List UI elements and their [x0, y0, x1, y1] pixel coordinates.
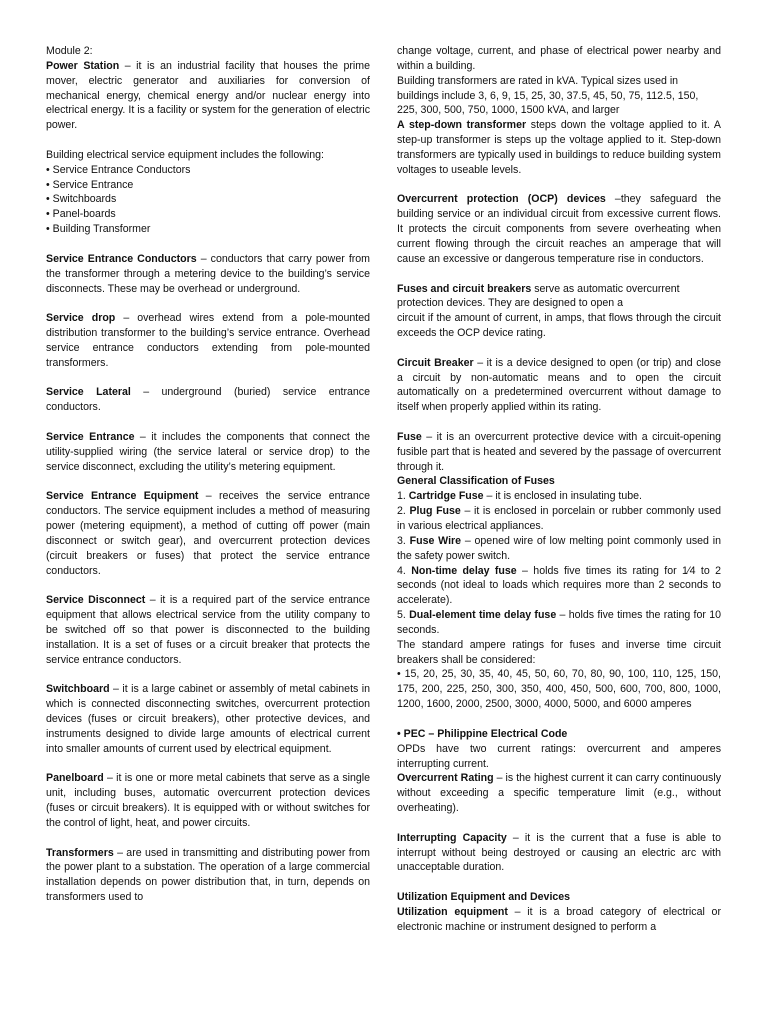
- term: Service Entrance Conductors: [46, 252, 197, 265]
- list-item: • Panel-boards: [46, 208, 116, 221]
- term: Service Entrance Equipment: [46, 490, 199, 503]
- term: Switchboard: [46, 683, 110, 696]
- kva-paragraph: Building transformers are rated in kVA. Typical sizes used in buildings include 3, 6, 9, 15, 25, 30, 37.5, 45, 50, 75, 112.5, 150, 225, 300, 500, 750, 1000, 1500 kVA, and larger: [397, 74, 699, 117]
- right-column: [397, 44, 721, 935]
- circuit-breaker-paragraph: Circuit Breaker – it is a device designed to open (or trip) and close a circuit by non-automatic means and to open the circuit automatically on a predetermined overcurrent without damage to itself when properly applied within its rating.: [397, 356, 721, 414]
- switchboard-paragraph: Switchboard – it is a large cabinet or assembly of metal cabinets in which is connected disconnecting switches, overcurrent protection devices (fuses or circuit breakers), other protective devices, and instruments designed to divide large amounts of electrical current into smaller amounts of current used by electrical equipment.: [46, 683, 370, 755]
- transformers-continued: change voltage, current, and phase of electrical power nearby and within a building.: [397, 45, 721, 72]
- pec-line: • PEC – Philippine Electrical Code: [397, 727, 568, 740]
- term: A step-down transformer: [397, 119, 527, 132]
- service-entrance-paragraph: Service Entrance – it includes the components that connect the utility-supplied wiring (the service lateral or service drop) to the service disconnect, excluding the utility’s metering equipment.: [46, 430, 370, 473]
- left-column: [46, 44, 370, 905]
- service-disconnect-paragraph: Service Disconnect – it is a required part of the service entrance equipment that allows electrical service from the utility company to be switched off so that power is disconnected to the building installation. It is a set of fuses or a circuit breaker that protects the service entrance conductors.: [46, 594, 370, 666]
- utilization-paragraph: Utilization equipment – it is a broad category of electrical or electronic machine or instrument designed to perform a: [397, 905, 721, 933]
- service-entrance-conductors-paragraph: Service Entrance Conductors – conductors that carry power from the transformer through a metering device to the building’s service disconnects. These may be overhead or underground.: [46, 252, 371, 295]
- service-lateral-paragraph: Service Lateral – underground (buried) service entrance conductors.: [46, 386, 370, 414]
- fuses-breakers-paragraph: Fuses and circuit breakers serve as automatic overcurrent protection devices. They are designed to open a: [397, 282, 680, 310]
- term: Power Station: [46, 59, 120, 72]
- term: Transformers: [46, 846, 114, 859]
- list-item: 4. Non-time delay fuse – holds five times its rating for 1⁄4 to 2 seconds (not ideal to loads which requires more than 2 seconds to accelerate).: [397, 564, 722, 607]
- opds-paragraph: OPDs have two current ratings: overcurrent and amperes interrupting current.: [397, 742, 721, 770]
- service-entrance-equipment-paragraph: Service Entrance Equipment – receives the service entrance conductors. The service equipment includes a method of measuring power (metering equipment), a method of cutting off power (main disconnect or switch gear), and overcurrent protection devices (circuit breakers or fuses) that protect the service entrance conductors.: [46, 490, 370, 577]
- list-item: • Building Transformer: [46, 223, 151, 236]
- standard-ratings-list: • 15, 20, 25, 30, 35, 40, 45, 50, 60, 70, 80, 90, 100, 110, 125, 150, 175, 200, 225, 250, 300, 350, 400, 450, 500, 600, 700, 800, 1000, 1200, 1600, 2000, 2500, 3000, 4000, 5000, and 6000 amperes: [397, 668, 721, 711]
- overcurrent-rating-paragraph: Overcurrent Rating – is the highest current it can carry continuously without exceeding a specific temperature limit (e.g., without overheating).: [397, 772, 722, 815]
- list-item: • Switchboards: [46, 193, 117, 206]
- power-station-paragraph: Power Station – it is an industrial facility that houses the prime mover, electric generator and auxiliaries for conversion of mechanical energy, chemical energy and/or nuclear energy into electrical energy. It is a facility or system for the generation of electric power.: [46, 59, 370, 132]
- list-item: 2. Plug Fuse – it is enclosed in porcelain or rubber commonly used in various electrical appliances.: [397, 505, 722, 532]
- term: Service drop: [46, 312, 116, 325]
- service-drop-paragraph: Service drop – overhead wires extend from a pole-mounted distribution transformer to the building’s service entrance. Overhead service entrance conductors extending from pole-mounted transformers.: [46, 312, 370, 369]
- term: Interrupting Capacity: [397, 831, 507, 844]
- term: Overcurrent protection (OCP) devices: [397, 193, 606, 206]
- term: Fuse: [397, 430, 422, 443]
- list-item: 1. Cartridge Fuse – it is enclosed in insulating tube.: [397, 490, 642, 503]
- term: Circuit Breaker: [397, 356, 474, 369]
- utilization-heading: Utilization Equipment and Devices: [397, 891, 571, 904]
- step-down-paragraph: A step-down transformer steps down the voltage applied to it. A step-up transformer is steps up the voltage applied to it. Step-down transformers are typically used in buildings to reduce building system voltages to useable levels.: [397, 119, 721, 176]
- list-item: • Service Entrance: [46, 178, 134, 191]
- term: Fuses and circuit breakers: [397, 282, 532, 295]
- panelboard-paragraph: Panelboard – it is one or more metal cabinets that serve as a single unit, including buses, automatic overcurrent protection devices (fuses or circuit breakers). It is equipped with or without switches for the control of light, heat, and power circuits.: [46, 772, 370, 829]
- list-item: 5. Dual-element time delay fuse – holds five times the rating for 10 seconds.: [397, 609, 721, 636]
- fuse-paragraph: Fuse – it is an overcurrent protective device with a circuit-opening fusible part that is heated and severed by the passage of overcurrent through it.: [397, 430, 721, 473]
- module-heading: Module 2:: [46, 45, 93, 57]
- interrupting-capacity-paragraph: Interrupting Capacity – it is the current that a fuse is able to interrupt without being destroyed or causing an electric arc with unacceptable duration.: [397, 831, 721, 874]
- standard-ratings-intro: The standard ampere ratings for fuses and inverse time circuit breakers shall be considered:: [397, 638, 721, 666]
- term: Overcurrent Rating: [397, 772, 494, 785]
- ocp-paragraph: Overcurrent protection (OCP) devices –they safeguard the building service or an individual circuit from excessive current flows. It protects the circuit components from severe overheating when current flowing through the circuit reaches an amperage that will cause an excessive or dangerous temperature rise in conductors.: [397, 193, 721, 265]
- list-item: • Service Entrance Conductors: [46, 163, 191, 176]
- term: Service Disconnect: [46, 594, 146, 607]
- equipment-intro: Building electrical service equipment includes the following:: [46, 148, 324, 161]
- term: Service Entrance: [46, 430, 135, 443]
- term: Panelboard: [46, 772, 104, 785]
- fuses-breakers-continued: circuit if the amount of current, in amps, that flows through the circuit exceeds the OCP device rating.: [397, 312, 721, 340]
- classification-heading: General Classification of Fuses: [397, 475, 555, 488]
- list-item: 3. Fuse Wire – opened wire of low melting point commonly used in the safety power switch.: [397, 534, 721, 562]
- transformers-paragraph: Transformers – are used in transmitting and distributing power from the power plant to a substation. The operation of a large commercial installation depends on power distribution that, in turn, depends on transformers used to: [46, 846, 370, 904]
- term: Utilization equipment: [397, 905, 508, 918]
- term: Service Lateral: [46, 386, 131, 399]
